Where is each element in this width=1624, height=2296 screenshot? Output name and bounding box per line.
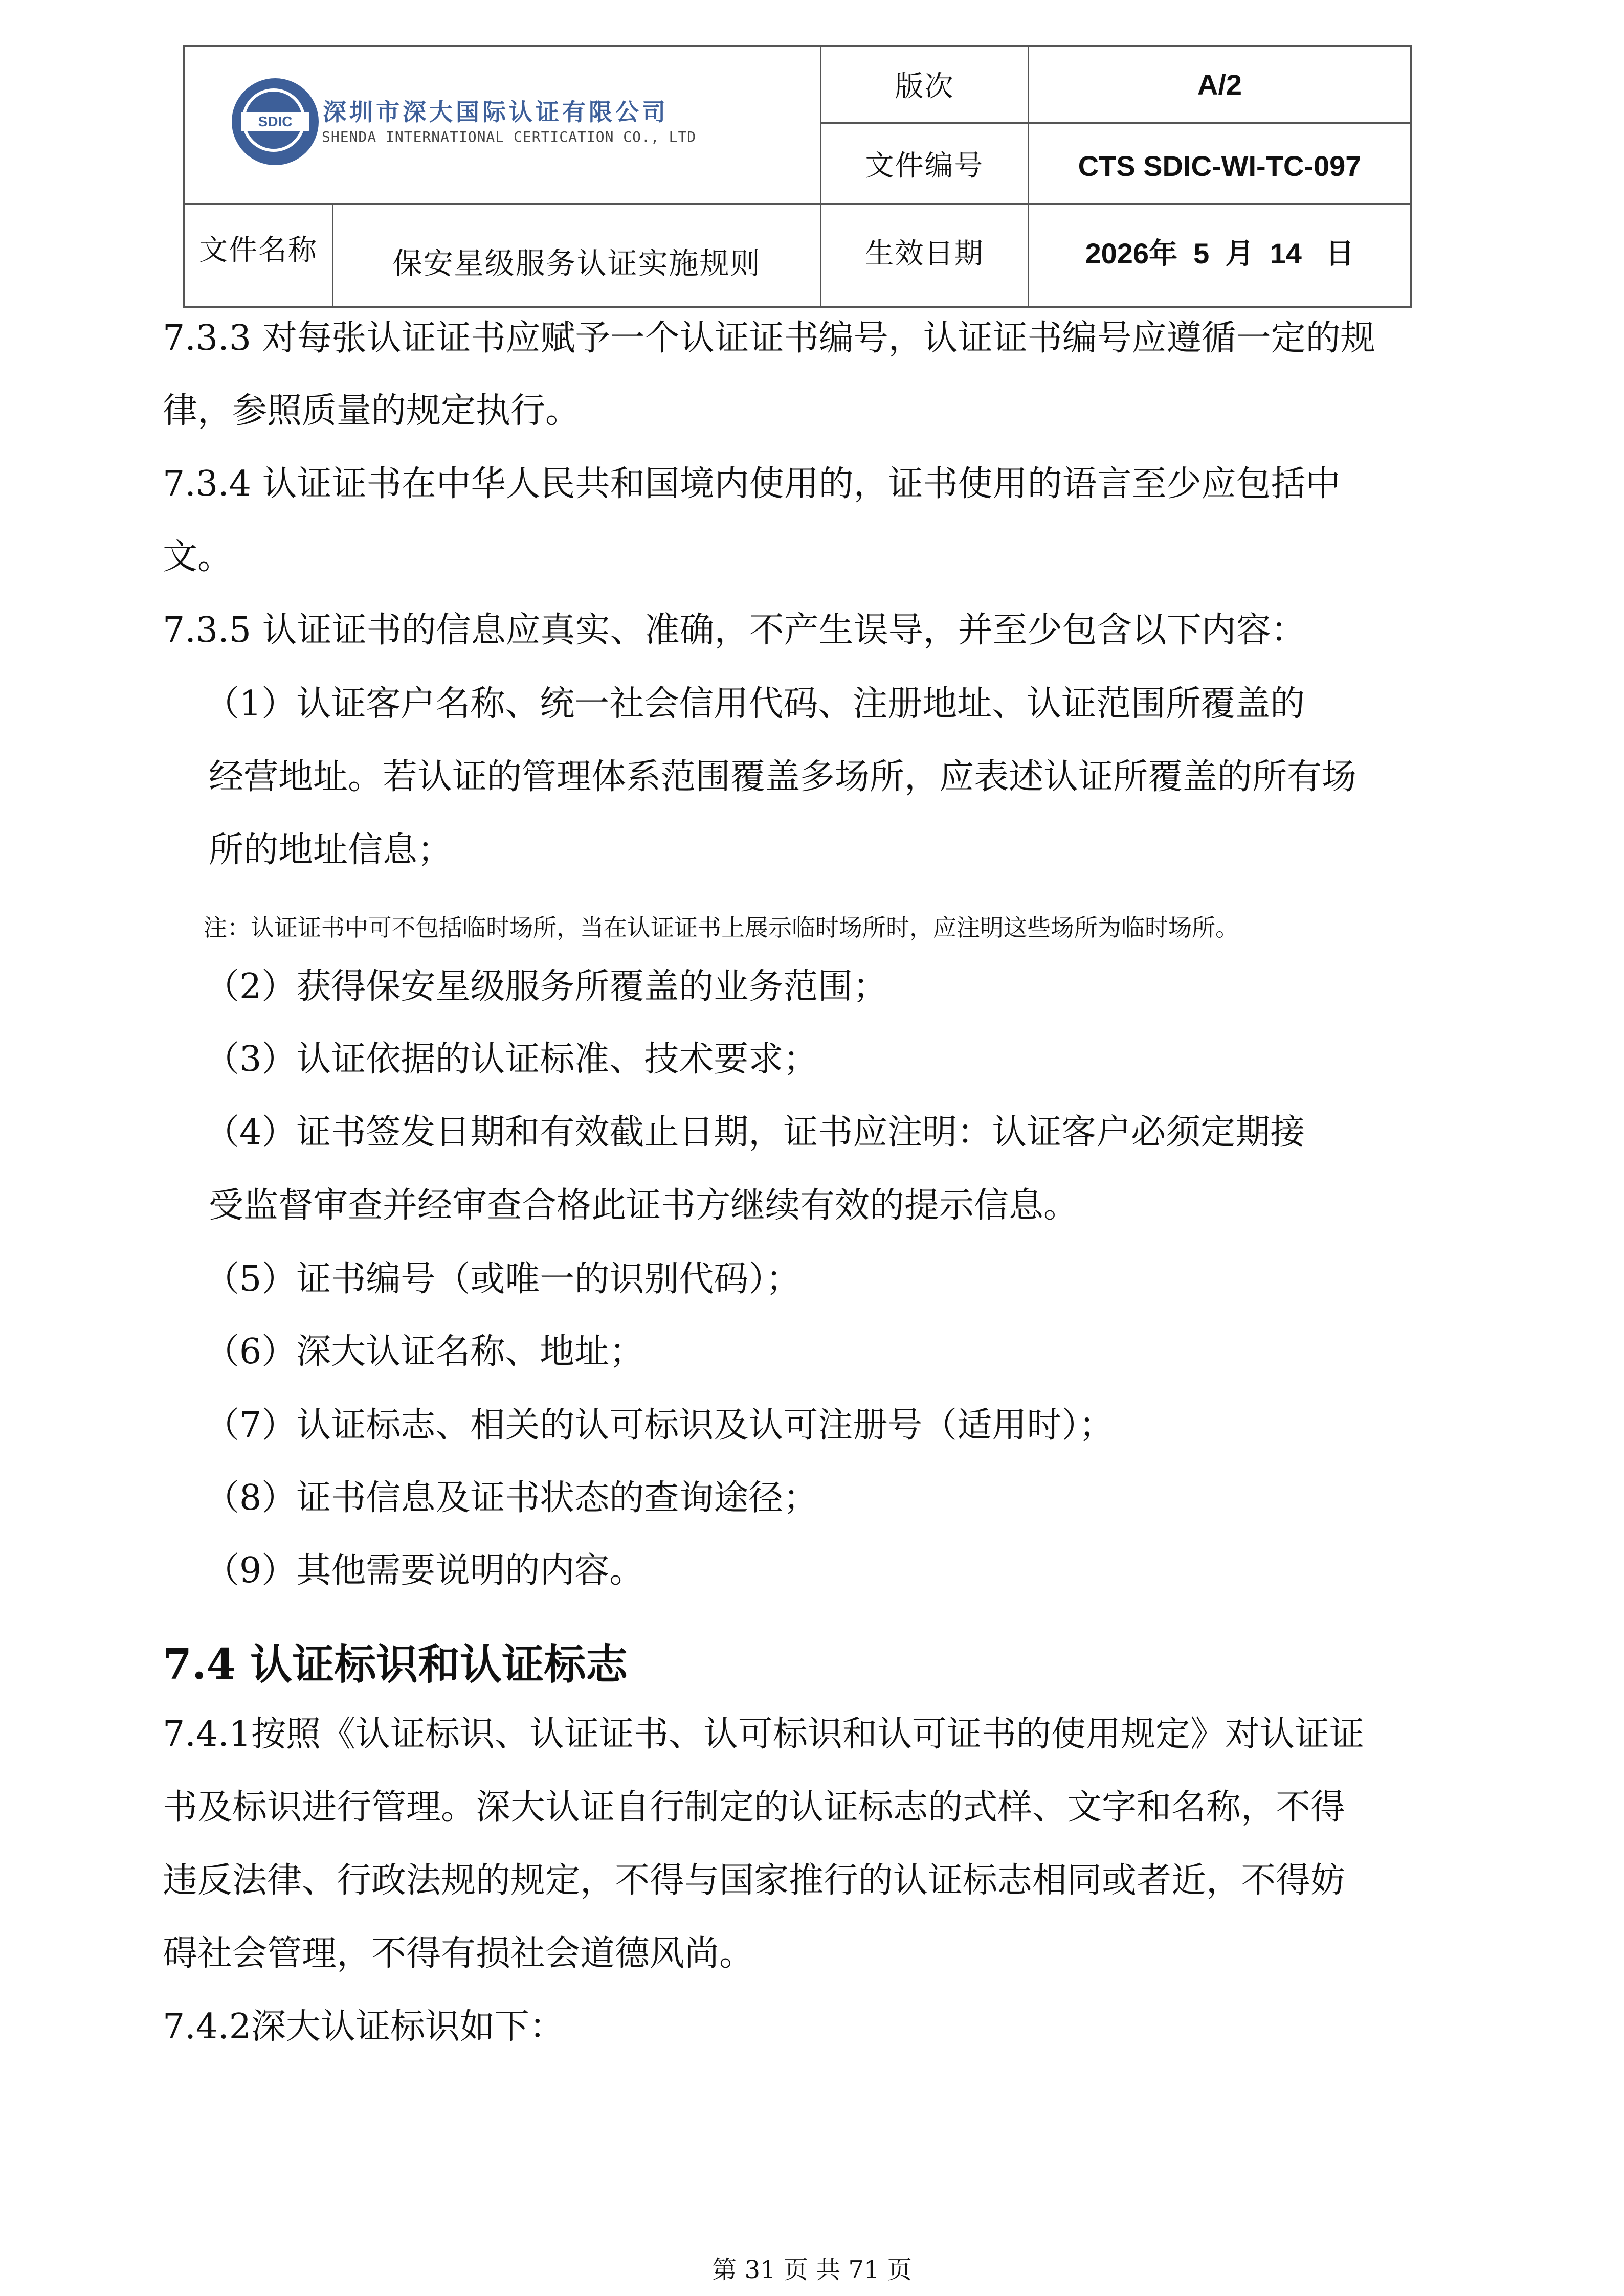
docno-label: 文件编号 xyxy=(865,149,984,183)
list-item-4-line2: 受监督审查并经审查合格此证书方继续有效的提示信息。 xyxy=(209,1185,1079,1226)
list-item-1-line2: 经营地址。若认证的管理体系范围覆盖多场所，应表述认证所覆盖的所有场 xyxy=(209,757,1357,797)
list-item-2: （2）获得保安星级服务所覆盖的业务范围； xyxy=(205,966,888,1007)
list-item-7: （7）认证标志、相关的认可标识及认可注册号（适用时）； xyxy=(205,1405,1114,1446)
list-item-3: （3）认证依据的认证标准、技术要求； xyxy=(205,1039,818,1079)
list-item-4-line1: （4）证书签发日期和有效截止日期，证书应注明：认证客户必须定期接 xyxy=(205,1112,1305,1153)
logo-abbr: SDIC xyxy=(241,112,309,131)
section-heading-7-4: 7.4 认证标识和认证标志 xyxy=(163,1640,628,1689)
para-7-4-1-line2: 书及标识进行管理。深大认证自行制定的认证标志的式样、文字和名称，不得 xyxy=(163,1787,1346,1828)
version-label: 版次 xyxy=(895,70,954,103)
page-number-footer: 第 31 页 共 71 页 xyxy=(712,2256,912,2284)
list-item-1-line3: 所的地址信息； xyxy=(209,830,453,870)
company-name-en: SHENDA INTERNATIONAL CERTICATION CO., LTD xyxy=(322,128,697,145)
para-7-4-1-line3: 违反法律、行政法规的规定，不得与国家推行的认证标志相同或者近，不得妨 xyxy=(163,1860,1346,1901)
company-name-cn: 深圳市深大国际认证有限公司 xyxy=(323,98,669,126)
effective-label: 生效日期 xyxy=(865,237,984,271)
effective-value: 2026年 5 月 14 日 xyxy=(1085,237,1354,269)
company-logo-cell xyxy=(185,47,822,203)
version-value: A/2 xyxy=(1197,68,1242,101)
list-item-1-line1: （1）认证客户名称、统一社会信用代码、注册地址、认证范围所覆盖的 xyxy=(205,684,1305,724)
para-7-3-4-line2: 文。 xyxy=(163,537,233,577)
para-7-3-5: 7.3.5 认证证书的信息应真实、准确，不产生误导，并至少包含以下内容： xyxy=(163,610,1306,650)
header-table xyxy=(183,45,1412,308)
para-7-3-3-line1: 7.3.3 对每张认证证书应赋予一个认证证书编号，认证证书编号应遵循一定的规 xyxy=(163,318,1375,358)
para-7-4-2: 7.4.2深大认证标识如下： xyxy=(163,2007,565,2047)
para-7-4-1-line4: 碍社会管理，不得有损社会道德风尚。 xyxy=(163,1933,754,1974)
para-7-4-1-line1: 7.4.1按照《认证标识、认证证书、认可标识和认可证书的使用规定》对认证证 xyxy=(163,1714,1365,1754)
docno-value: CTS SDIC-WI-TC-097 xyxy=(1078,150,1362,182)
company-logo-icon xyxy=(232,78,319,165)
list-item-8: （8）证书信息及证书状态的查询途径； xyxy=(205,1478,818,1518)
para-7-3-4-line1: 7.3.4 认证证书在中华人民共和国境内使用的，证书使用的语言至少应包括中 xyxy=(163,464,1341,504)
list-item-6: （6）深大认证名称、地址； xyxy=(205,1332,644,1372)
docname-label: 文件名称 xyxy=(199,234,318,267)
para-7-3-3-line2: 律，参照质量的规定执行。 xyxy=(163,391,581,431)
docname-value: 保安星级服务认证实施规则 xyxy=(392,246,761,281)
note-temporary-sites: 注：认证证书中可不包括临时场所，当在认证证书上展示临时场所时，应注明这些场所为临时场所。 xyxy=(204,914,1239,941)
list-item-5: （5）证书编号（或唯一的识别代码）； xyxy=(205,1259,801,1299)
list-item-9: （9）其他需要说明的内容。 xyxy=(205,1550,644,1591)
